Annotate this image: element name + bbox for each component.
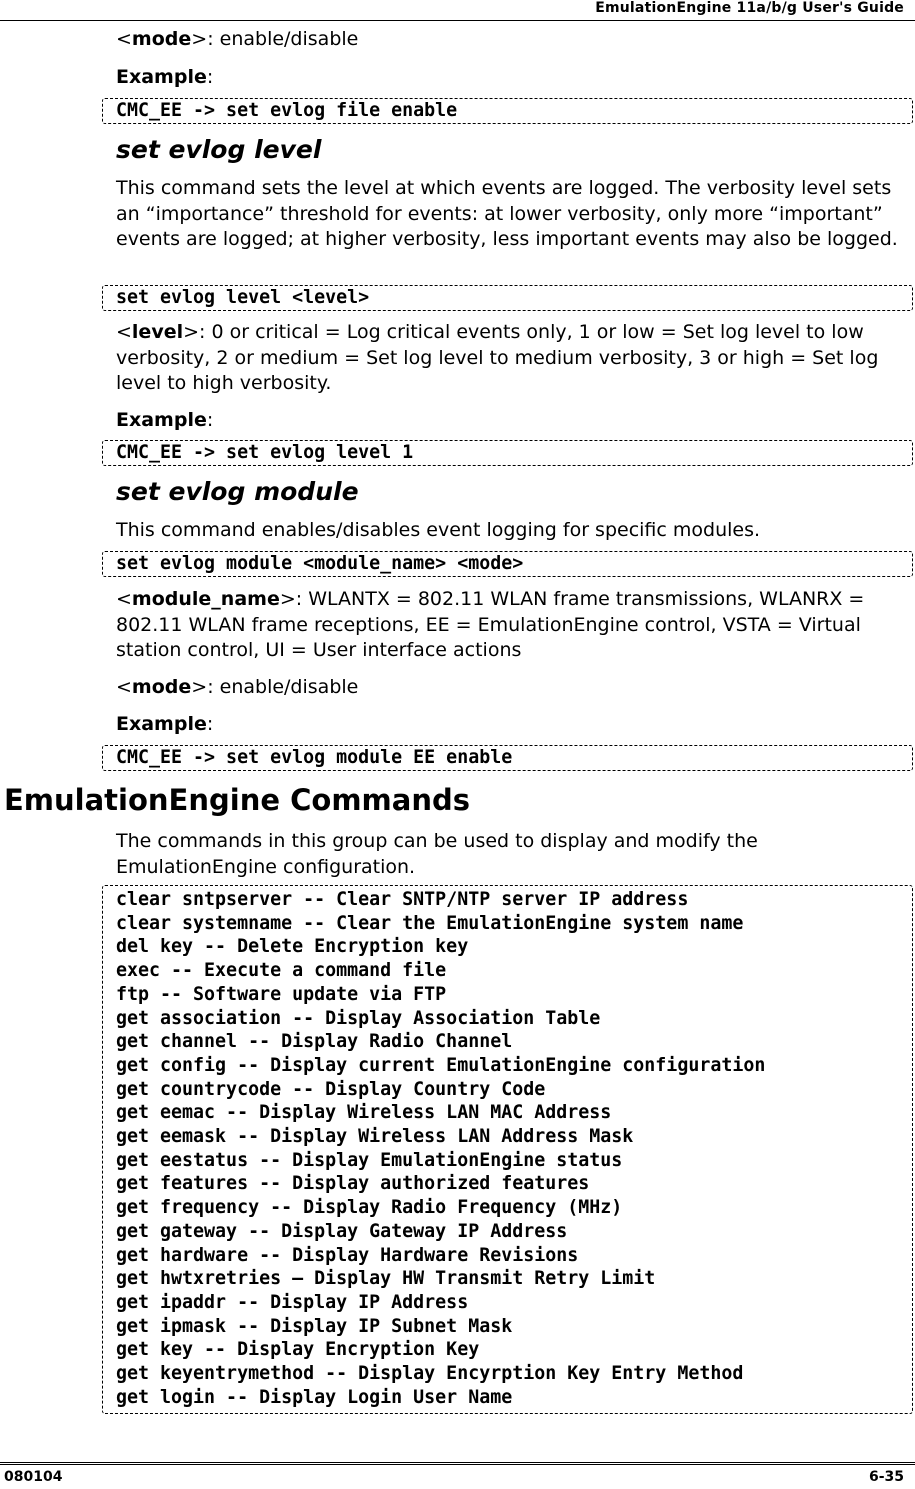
command-list-block bbox=[102, 885, 913, 1414]
command-line: get eestatus -- Display EmulationEngine status bbox=[116, 1149, 623, 1171]
param-name: level bbox=[131, 321, 184, 343]
document-title: EmulationEngine 11a/b/g User's Guide bbox=[595, 0, 904, 16]
section-description: This command sets the level at which events are logged. The verbosity level sets an “importance” threshold for events: at lower verbosity, only more “important” events are logged; at higher verbosity, less important events may also be logged. bbox=[116, 177, 898, 250]
command-line: get eemask -- Display Wireless LAN Address Mask bbox=[116, 1126, 634, 1148]
param-desc: : 0 or critical = Log critical events only, 1 or low = Set log level to low verbosity, 2 or medium = Set log level to medium verbosity, 3 or high = Set log level to high verbosity. bbox=[116, 321, 879, 394]
code-line: set evlog level <level> bbox=[116, 287, 370, 308]
command-line: get frequency -- Display Radio Frequency (MHz) bbox=[116, 1197, 623, 1219]
param-name: mode bbox=[131, 28, 192, 50]
command-line: get config -- Display current EmulationEngine configuration bbox=[116, 1054, 766, 1076]
chapter-heading: EmulationEngine Commands bbox=[4, 783, 470, 817]
command-line: exec -- Execute a command file bbox=[116, 960, 447, 982]
command-line: clear sntpserver -- Clear SNTP/NTP server IP address bbox=[116, 889, 689, 910]
code-line: CMC_EE -> set evlog file enable bbox=[116, 100, 458, 121]
section-description: The commands in this group can be used to display and modify the EmulationEngine configuration. bbox=[116, 830, 758, 878]
page-footer bbox=[0, 1462, 915, 1489]
command-line: get ipaddr -- Display IP Address bbox=[116, 1291, 469, 1313]
command-line: get features -- Display authorized features bbox=[116, 1173, 590, 1195]
param-desc: : enable/disable bbox=[207, 28, 359, 50]
command-line: get ipmask -- Display IP Subnet Mask bbox=[116, 1315, 513, 1337]
command-line: get countrycode -- Display Country Code bbox=[116, 1078, 546, 1100]
command-line: get hardware -- Display Hardware Revisions bbox=[116, 1244, 579, 1266]
command-line: ftp -- Software update via FTP bbox=[116, 983, 447, 1005]
command-line: get login -- Display Login User Name bbox=[116, 1386, 513, 1408]
code-line: CMC_EE -> set evlog level 1 bbox=[116, 442, 414, 463]
command-line: get association -- Display Association Table bbox=[116, 1007, 601, 1029]
command-line: get eemac -- Display Wireless LAN MAC Address bbox=[116, 1102, 612, 1124]
mode-parameter: <mode>: enable/disable bbox=[116, 676, 359, 698]
mode-parameter: <mode>: enable/disable bbox=[116, 28, 359, 50]
command-line: get gateway -- Display Gateway IP Address bbox=[116, 1220, 568, 1242]
example-code-block bbox=[102, 440, 913, 466]
example-label: Example: bbox=[116, 409, 214, 431]
code-line: set evlog module <module_name> <mode> bbox=[116, 553, 524, 574]
level-parameter: <level>: 0 or critical = Log critical events only, 1 or low = Set log level to low verbosity, 2 or medium = Set log level to medium verbosity, 3 or high = Set log level to high verbosity. bbox=[116, 321, 879, 394]
param-name: mode bbox=[131, 676, 192, 698]
section-heading: set evlog level bbox=[116, 135, 322, 164]
command-line: get keyentrymethod -- Display Encyrption Key Entry Method bbox=[116, 1363, 744, 1385]
example-code-block bbox=[102, 98, 913, 124]
page-header bbox=[0, 0, 915, 21]
document-id: 080104 bbox=[4, 1469, 63, 1485]
section-heading: set evlog module bbox=[116, 477, 359, 506]
section-description: This command enables/disables event logging for specific modules. bbox=[116, 519, 761, 541]
param-desc: : enable/disable bbox=[207, 676, 359, 698]
syntax-code-block bbox=[102, 551, 913, 577]
example-label: Example: bbox=[116, 66, 214, 88]
command-line: get hwtxretries – Display HW Transmit Retry Limit bbox=[116, 1268, 656, 1290]
page-number: 6-35 bbox=[868, 1469, 904, 1485]
code-line: CMC_EE -> set evlog module EE enable bbox=[116, 747, 513, 768]
example-code-block bbox=[102, 745, 913, 771]
syntax-code-block bbox=[102, 285, 913, 311]
command-line: get key -- Display Encryption Key bbox=[116, 1339, 480, 1361]
command-line: get channel -- Display Radio Channel bbox=[116, 1031, 513, 1053]
command-line: clear systemname -- Clear the EmulationEngine system name bbox=[116, 912, 744, 934]
example-label: Example: bbox=[116, 713, 214, 735]
command-line: del key -- Delete Encryption key bbox=[116, 936, 469, 958]
param-name: module_name bbox=[131, 588, 280, 610]
module-name-parameter: <module_name>: WLANTX = 802.11 WLAN frame transmissions, WLANRX = 802.11 WLAN frame receptions, EE = EmulationEngine control, VSTA = Virtual station control, UI = User interface actions bbox=[116, 588, 865, 661]
param-desc: : WLANTX = 802.11 WLAN frame transmissions, WLANRX = 802.11 WLAN frame receptions, EE = EmulationEngine control, VSTA = Virtual station control, UI = User interface actions bbox=[116, 588, 865, 661]
